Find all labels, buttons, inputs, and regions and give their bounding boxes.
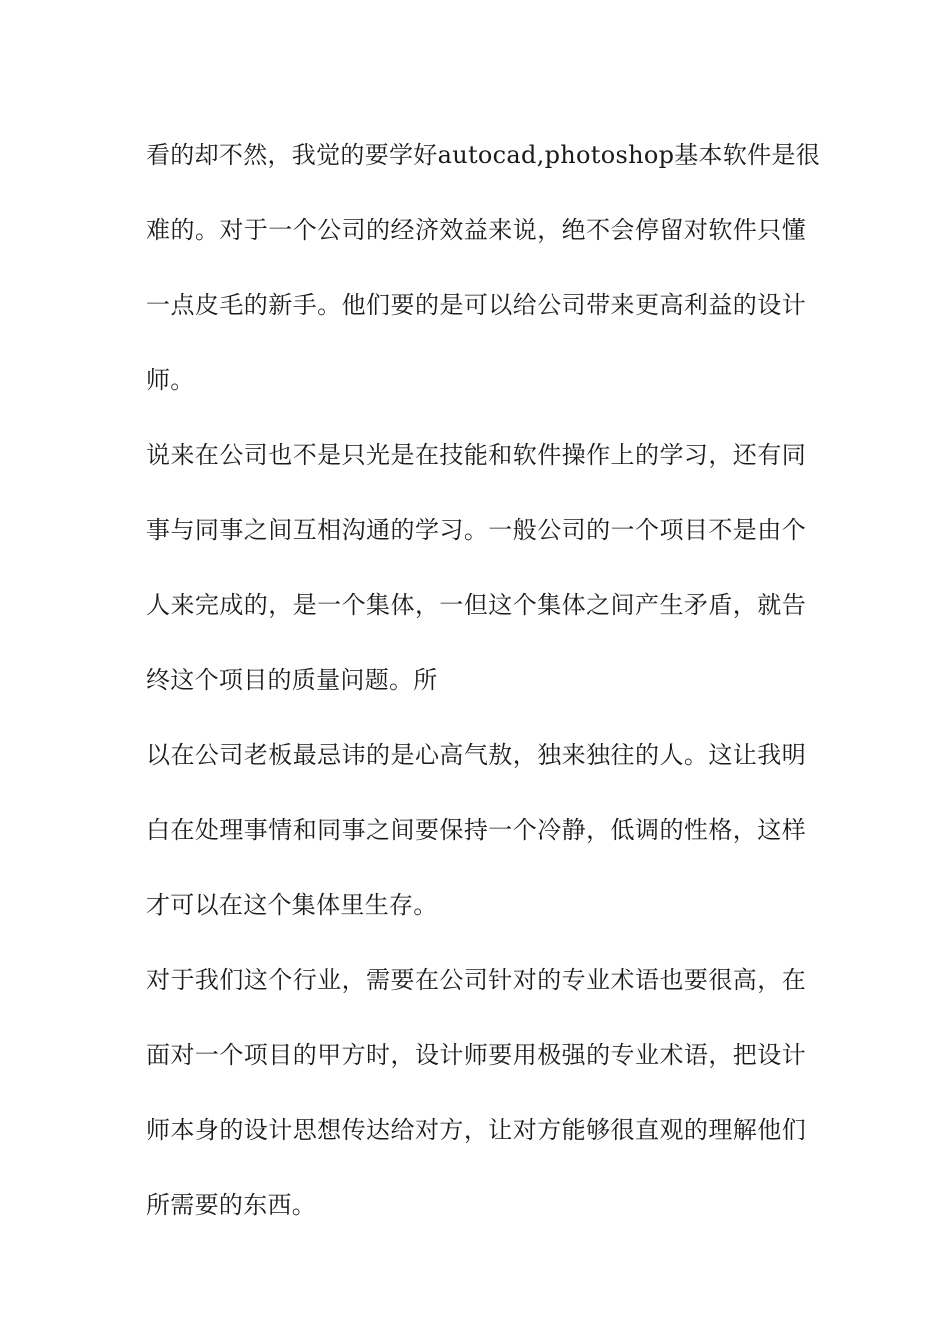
text-line: 说来在公司也不是只光是在技能和软件操作上的学习，还有同 [146,441,806,469]
text-line: 人来完成的，是一个集体，一但这个集体之间产生矛盾，就告 [146,591,806,619]
text-line: 以在公司老板最忌讳的是心高气敖，独来独往的人。这让我明 [146,741,806,769]
text-line: 所需要的东西。 [146,1191,317,1219]
text-line: 师本身的设计思想传达给对方，让对方能够很直观的理解他们 [146,1116,806,1144]
text-line: 师。 [146,366,195,394]
text-line: 终这个项目的质量问题。所 [146,666,438,694]
text-line: 才可以在这个集体里生存。 [146,891,438,919]
text-line: 面对一个项目的甲方时，设计师要用极强的专业术语，把设计 [146,1041,806,1069]
paragraph-1 [146,130,821,430]
text-line: 白在处理事情和同事之间要保持一个冷静，低调的性格，这样 [146,816,806,844]
text-line: 事与同事之间互相沟通的学习。一般公司的一个项目不是由个 [146,516,806,544]
paragraph-3 [146,730,806,955]
text-line: 一点皮毛的新手。他们要的是可以给公司带来更高利益的设计 [146,291,806,319]
text-line: 看的却不然，我觉的要学好autocad,photoshop基本软件是很 [146,141,821,169]
document-body [146,130,821,1255]
paragraph-4 [146,955,806,1255]
text-line: 难的。对于一个公司的经济效益来说，绝不会停留对软件只懂 [146,216,806,244]
paragraph-2 [146,430,806,730]
text-line: 对于我们这个行业，需要在公司针对的专业术语也要很高，在 [146,966,806,994]
